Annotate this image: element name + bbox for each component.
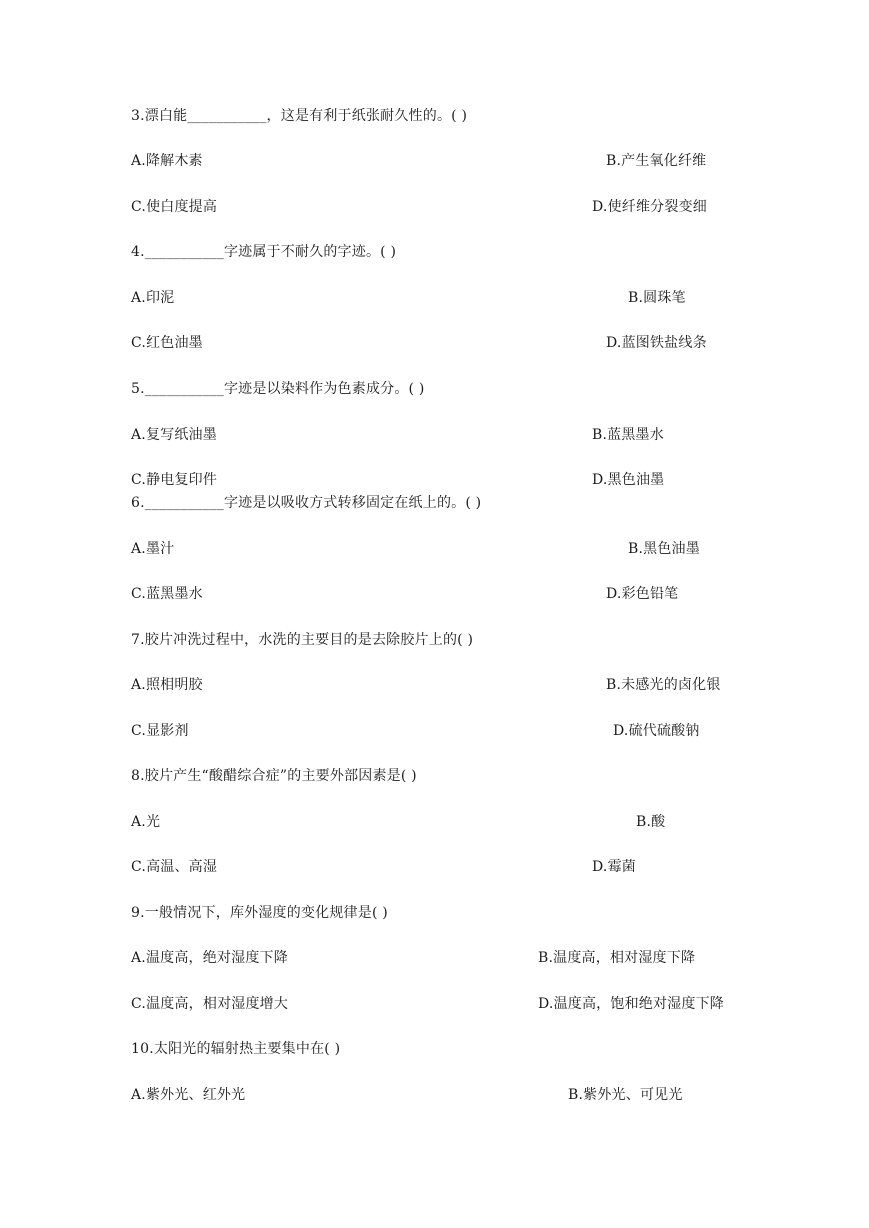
question-4-option-d: D.蓝图铁盐线条	[606, 335, 707, 351]
question-6-option-a: A.墨汁	[131, 541, 175, 557]
question-3-option-c: C.使白度提高	[131, 199, 218, 215]
question-3-option-a: A.降解木素	[131, 153, 203, 169]
question-5-option-b: B.蓝黑墨水	[592, 427, 664, 443]
question-6-option-d: D.彩色铅笔	[606, 586, 679, 602]
question-8-option-a: A.光	[131, 814, 161, 830]
question-9-option-c: C.温度高，相对湿度增大	[131, 996, 289, 1012]
question-9-option-a: A.温度高，绝对湿度下降	[131, 950, 288, 966]
question-7-stem: 7.胶片冲洗过程中，水洗的主要目的是去除胶片上的( )	[131, 632, 474, 648]
question-8-option-c: C.高温、高湿	[131, 859, 218, 875]
question-9-stem: 9.一般情况下，库外湿度的变化规律是( )	[131, 905, 388, 921]
question-8-option-d: D.霉菌	[592, 859, 636, 875]
question-3-stem: 3.漂白能___________，这是有利于纸张耐久性的。( )	[131, 108, 468, 124]
question-5-stem: 5.___________字迹是以染料作为色素成分。( )	[131, 381, 425, 397]
question-8-option-b: B.酸	[636, 814, 666, 830]
question-7-option-c: C.显影剂	[131, 723, 189, 739]
question-10-option-b: B.紫外光、可见光	[568, 1087, 683, 1103]
question-10-option-a: A.紫外光、红外光	[131, 1087, 246, 1103]
question-9-option-d: D.温度高，饱和绝对湿度下降	[538, 996, 724, 1012]
question-4-option-a: A.印泥	[131, 290, 175, 306]
question-8-stem: 8.胶片产生“酸醋综合症”的主要外部因素是( )	[131, 768, 417, 784]
question-6-stem: 6.___________字迹是以吸收方式转移固定在纸上的。( )	[131, 495, 482, 511]
question-9-option-b: B.温度高，相对湿度下降	[538, 950, 696, 966]
question-6-option-c: C.蓝黑墨水	[131, 586, 203, 602]
question-7-option-a: A.照相明胶	[131, 677, 203, 693]
question-5-option-d: D.黑色油墨	[592, 472, 665, 488]
question-7-option-b: B.未感光的卤化银	[606, 677, 721, 693]
question-3-option-b: B.产生氧化纤维	[606, 153, 707, 169]
question-4-stem: 4.___________字迹属于不耐久的字迹。( )	[131, 244, 397, 260]
question-7-option-d: D.硫代硫酸钠	[613, 723, 700, 739]
question-6-option-b: B.黑色油墨	[628, 541, 700, 557]
question-5-option-a: A.复写纸油墨	[131, 427, 217, 443]
question-3-option-d: D.使纤维分裂变细	[592, 199, 707, 215]
question-10-stem: 10.太阳光的辐射热主要集中在( )	[131, 1041, 341, 1057]
question-4-option-b: B.圆珠笔	[628, 290, 686, 306]
question-5-option-c: C.静电复印件	[131, 472, 218, 488]
question-4-option-c: C.红色油墨	[131, 335, 203, 351]
